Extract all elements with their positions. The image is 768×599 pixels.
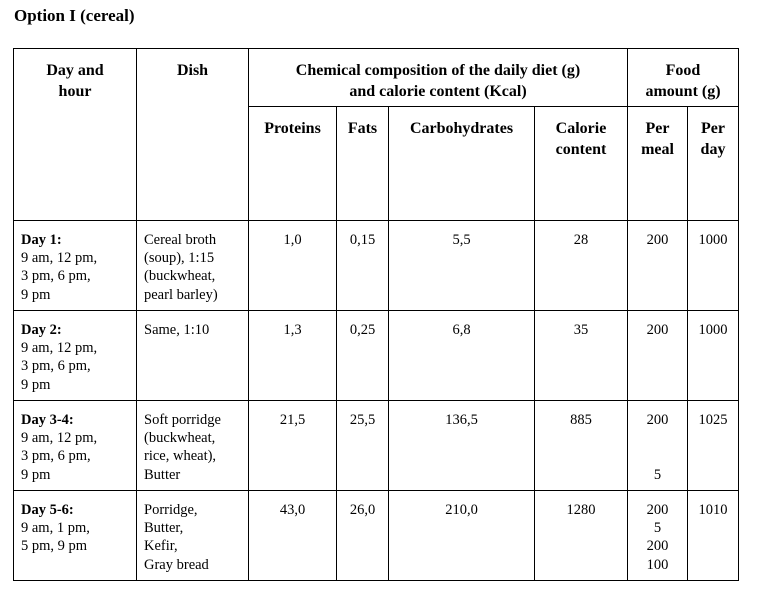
dish-cell: Porridge, Butter, Kefir, Gray bread (137, 491, 249, 581)
header-food-amount: Food amount (g) (628, 49, 739, 107)
day-cell: Day 1: 9 am, 12 pm, 3 pm, 6 pm, 9 pm (14, 221, 137, 311)
proteins-cell: 43,0 (249, 491, 337, 581)
per-meal-cell: 200 (628, 221, 688, 311)
carbohydrates-cell: 136,5 (389, 401, 535, 491)
table-row (14, 311, 739, 401)
table-row (14, 221, 739, 311)
carbohydrates-cell: 5,5 (389, 221, 535, 311)
fats-cell: 25,5 (337, 401, 389, 491)
per-day-cell: 1025 (688, 401, 739, 491)
table-row (14, 401, 739, 491)
page-title: Option I (cereal) (14, 6, 135, 25)
per-meal-cell: 200 5 (628, 401, 688, 491)
per-meal-cell: 200 (628, 311, 688, 401)
day-cell: Day 2: 9 am, 12 pm, 3 pm, 6 pm, 9 pm (14, 311, 137, 401)
fats-cell: 26,0 (337, 491, 389, 581)
per-day-cell: 1000 (688, 311, 739, 401)
header-chemical-composition: Chemical composition of the daily diet (g) and calorie content (Kcal) (249, 49, 628, 107)
per-day-cell: 1000 (688, 221, 739, 311)
per-day-cell: 1010 (688, 491, 739, 581)
carbohydrates-cell: 6,8 (389, 311, 535, 401)
calorie-cell: 35 (535, 311, 628, 401)
diet-table (13, 48, 739, 581)
fats-cell: 0,25 (337, 311, 389, 401)
proteins-cell: 21,5 (249, 401, 337, 491)
calorie-cell: 885 (535, 401, 628, 491)
dish-cell: Same, 1:10 (137, 311, 249, 401)
day-cell: Day 3-4: 9 am, 12 pm, 3 pm, 6 pm, 9 pm (14, 401, 137, 491)
proteins-cell: 1,3 (249, 311, 337, 401)
header-per-meal: Per meal (628, 107, 688, 221)
calorie-cell: 1280 (535, 491, 628, 581)
header-proteins: Proteins (249, 107, 337, 221)
calorie-cell: 28 (535, 221, 628, 311)
day-cell: Day 5-6: 9 am, 1 pm, 5 pm, 9 pm (14, 491, 137, 581)
table-row (14, 491, 739, 581)
header-fats: Fats (337, 107, 389, 221)
header-per-day: Per day (688, 107, 739, 221)
fats-cell: 0,15 (337, 221, 389, 311)
proteins-cell: 1,0 (249, 221, 337, 311)
header-day-and-hour: Day and hour (14, 49, 137, 221)
per-meal-cell: 200 5 200 100 (628, 491, 688, 581)
header-dish: Dish (137, 49, 249, 221)
dish-cell: Cereal broth (soup), 1:15 (buckwheat, pearl barley) (137, 221, 249, 311)
carbohydrates-cell: 210,0 (389, 491, 535, 581)
header-carbohydrates: Carbohydrates (389, 107, 535, 221)
header-calorie-content: Calorie content (535, 107, 628, 221)
dish-cell: Soft porridge (buckwheat, rice, wheat), Butter (137, 401, 249, 491)
